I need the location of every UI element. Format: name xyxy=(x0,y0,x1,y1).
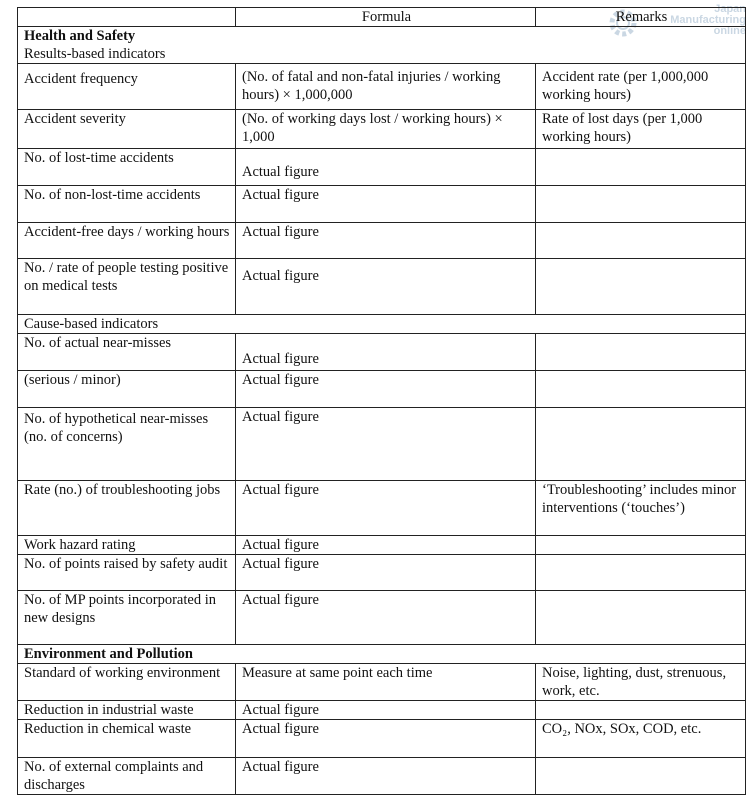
table-row xyxy=(18,186,746,223)
formula-cell: Actual figure xyxy=(236,371,536,408)
formula-cell: (No. of working days lost / working hours) × 1,000 xyxy=(236,110,536,149)
formula-cell: Actual figure xyxy=(236,186,536,223)
indicator-cell: Reduction in chemical waste xyxy=(18,720,236,758)
header-row xyxy=(18,8,746,27)
table-row xyxy=(18,408,746,481)
remarks-cell: ‘Troubleshooting’ includes minor interventions (‘touches’) xyxy=(536,481,746,536)
indicator-cell: Accident-free days / working hours xyxy=(18,223,236,259)
watermark-line1: Japan xyxy=(714,3,746,15)
formula-cell: Actual figure xyxy=(236,591,536,645)
remarks-cell xyxy=(536,186,746,223)
remarks-cell xyxy=(536,758,746,795)
remarks-cell xyxy=(536,149,746,186)
indicator-table xyxy=(17,7,746,795)
table-row xyxy=(18,223,746,259)
remarks-cell xyxy=(536,536,746,555)
formula-cell: (No. of fatal and non-fatal injuries / working hours) × 1,000,000 xyxy=(236,64,536,110)
indicator-cell: Accident frequency xyxy=(18,64,236,110)
table-row xyxy=(18,701,746,720)
section-title-environment: Environment and Pollution xyxy=(18,645,746,664)
remarks-cell xyxy=(536,223,746,259)
section-row xyxy=(18,645,746,664)
formula-cell: Actual figure xyxy=(236,149,536,186)
formula-cell: Actual figure xyxy=(236,334,536,371)
subsection-results-based: Results-based indicators xyxy=(18,45,746,64)
indicator-cell: No. of hypothetical near-misses (no. of concerns) xyxy=(18,408,236,481)
header-remarks: Remarks xyxy=(536,8,746,27)
formula-cell: Actual figure xyxy=(236,720,536,758)
formula-cell: Actual figure xyxy=(236,555,536,591)
remarks-cell xyxy=(536,701,746,720)
section-title-health-safety: Health and Safety xyxy=(18,27,746,46)
table-row xyxy=(18,758,746,795)
formula-cell: Actual figure xyxy=(236,481,536,536)
remarks-cell xyxy=(536,408,746,481)
formula-cell: Actual figure xyxy=(236,259,536,315)
table-row xyxy=(18,664,746,701)
remarks-cell xyxy=(536,334,746,371)
section-row xyxy=(18,27,746,46)
indicator-cell: No. of external complaints and discharges xyxy=(18,758,236,795)
indicator-cell: No. of non-lost-time accidents xyxy=(18,186,236,223)
table-row xyxy=(18,110,746,149)
table-row xyxy=(18,149,746,186)
header-formula: Formula xyxy=(236,8,536,27)
formula-cell: Actual figure xyxy=(236,701,536,720)
formula-cell: Actual figure xyxy=(236,408,536,481)
watermark-line2: Manufacturing xyxy=(670,14,746,26)
watermark-line3: online xyxy=(713,25,746,37)
indicator-cell: Accident severity xyxy=(18,110,236,149)
subsection-cause-based: Cause-based indicators xyxy=(18,315,746,334)
subsection-row xyxy=(18,315,746,334)
formula-cell: Actual figure xyxy=(236,758,536,795)
indicator-cell: Rate (no.) of troubleshooting jobs xyxy=(18,481,236,536)
table-row xyxy=(18,591,746,645)
subsection-row xyxy=(18,45,746,64)
indicator-cell: No. / rate of people testing positive on medical tests xyxy=(18,259,236,315)
remarks-cell xyxy=(536,259,746,315)
table-row xyxy=(18,555,746,591)
table-row xyxy=(18,259,746,315)
table-row xyxy=(18,720,746,758)
table-row xyxy=(18,371,746,408)
indicator-cell: (serious / minor) xyxy=(18,371,236,408)
indicator-cell: No. of actual near-misses xyxy=(18,334,236,371)
remarks-cell: CO₂, NOx, SOx, COD, etc. xyxy=(536,720,746,758)
remarks-cell xyxy=(536,555,746,591)
remarks-cell xyxy=(536,371,746,408)
table-row xyxy=(18,481,746,536)
formula-cell: Actual figure xyxy=(236,536,536,555)
indicator-cell: No. of points raised by safety audit xyxy=(18,555,236,591)
header-indicator xyxy=(18,8,236,27)
indicator-cell: Standard of working environment xyxy=(18,664,236,701)
remarks-cell: Noise, lighting, dust, strenuous, work, etc. xyxy=(536,664,746,701)
indicator-cell: Work hazard rating xyxy=(18,536,236,555)
indicator-cell: No. of MP points incorporated in new designs xyxy=(18,591,236,645)
table-row xyxy=(18,64,746,110)
formula-cell: Measure at same point each time xyxy=(236,664,536,701)
remarks-cell: Rate of lost days (per 1,000 working hours) xyxy=(536,110,746,149)
remarks-cell: Accident rate (per 1,000,000 working hours) xyxy=(536,64,746,110)
table-row xyxy=(18,334,746,371)
table-row xyxy=(18,536,746,555)
remarks-cell xyxy=(536,591,746,645)
indicator-cell: Reduction in industrial waste xyxy=(18,701,236,720)
formula-cell: Actual figure xyxy=(236,223,536,259)
indicator-cell: No. of lost-time accidents xyxy=(18,149,236,186)
